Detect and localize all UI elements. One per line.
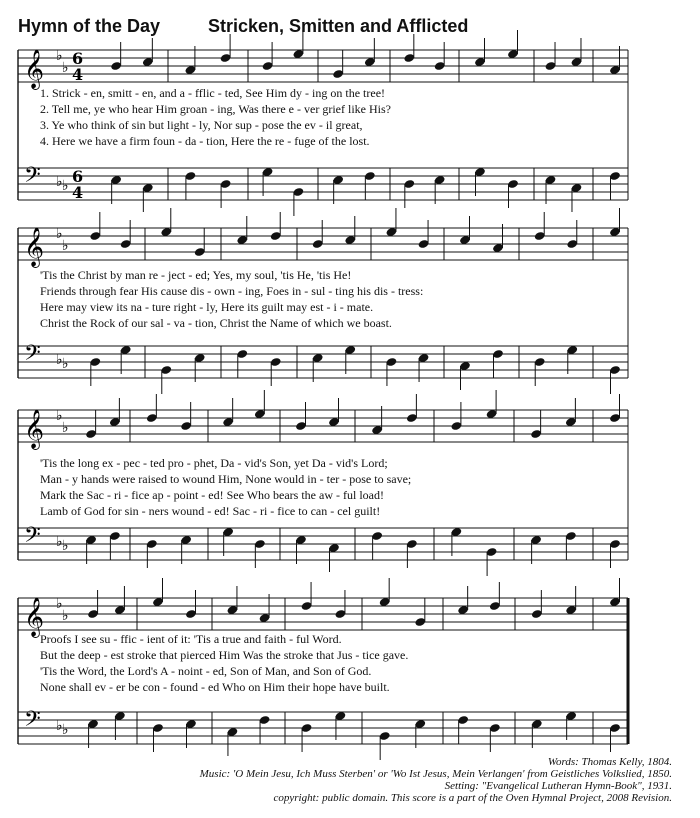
- key-signature-flat: ♭: [56, 352, 63, 368]
- key-signature-flat: ♭: [56, 226, 63, 242]
- key-signature-flat: ♭: [62, 722, 69, 738]
- treble-clef: 𝄞: [24, 49, 45, 89]
- key-signature-flat: ♭: [62, 178, 69, 194]
- time-signature-top: 6: [72, 167, 84, 186]
- key-signature-flat: ♭: [56, 48, 63, 64]
- key-signature-flat: ♭: [56, 534, 63, 550]
- key-signature-flat: ♭: [56, 408, 63, 424]
- verse-line: Proofs I see su - ffic - ient of it: 'Tis a true and faith - ful Word.: [40, 632, 342, 646]
- key-signature-flat: ♭: [62, 538, 69, 554]
- verse-line: None shall ev - er be con - found - ed Who on Him their hope have built.: [40, 680, 390, 694]
- verse-line: Man - y hands were raised to wound Him, None would in - ter - pose to save;: [40, 472, 412, 486]
- hymn-of-the-day-label: Hymn of the Day: [18, 16, 161, 36]
- bass-clef: 𝄢: [24, 523, 41, 553]
- time-signature-bottom: 4: [72, 183, 84, 202]
- credit-copyright: copyright: public domain. This score is a part of the Oven Hymnal Project, 2008 Revision.: [273, 792, 672, 804]
- key-signature-flat: ♭: [62, 608, 69, 624]
- key-signature-flat: ♭: [56, 718, 63, 734]
- verse-line: But the deep - est stroke that pierced Him Was the stroke that Jus - tice gave.: [40, 648, 409, 662]
- key-signature-flat: ♭: [56, 174, 63, 190]
- verse-line: Mark the Sac - ri - fice ap - point - ed! See Who bears the aw - ful load!: [40, 488, 384, 502]
- time-signature-top: 6: [72, 49, 84, 68]
- verse-line: 3. Ye who think of sin but light - ly, Nor sup - pose the ev - il great,: [40, 118, 363, 132]
- credit-music: Music: 'O Mein Jesu, Ich Muss Sterben' or 'Wo Ist Jesus, Mein Verlangen' from Geistliches Volkslied, 1850.: [199, 768, 672, 780]
- key-signature-flat: ♭: [62, 238, 69, 254]
- verse-line: 'Tis the Word, the Lord's A - noint - ed, Son of Man, and Son of God.: [40, 664, 372, 678]
- verse-line: 2. Tell me, ye who hear Him groan - ing, Was there e - ver grief like His?: [40, 102, 391, 116]
- verse-line: 1. Strick - en, smitt - en, and a - fflic - ted, See Him dy - ing on the tree!: [40, 86, 386, 100]
- credit-setting: Setting: "Evangelical Lutheran Hymn-Book", 1931.: [444, 780, 672, 792]
- treble-clef: 𝄞: [24, 227, 45, 267]
- verse-line: 4. Here we have a firm foun - da - tion, Here the re - fuge of the lost.: [40, 134, 370, 148]
- key-signature-flat: ♭: [62, 420, 69, 436]
- verse-line: Friends through fear His cause dis - own - ing, Foes in - sul - ting his dis - tress:: [40, 284, 424, 298]
- key-signature-flat: ♭: [62, 60, 69, 76]
- bass-clef: 𝄢: [24, 707, 41, 737]
- key-signature-flat: ♭: [62, 356, 69, 372]
- treble-clef: 𝄞: [24, 597, 45, 637]
- verse-line: Lamb of God for sin - ners wound - ed! Sac - ri - fice to can - cel guilt!: [40, 504, 381, 518]
- treble-clef: 𝄞: [24, 409, 45, 449]
- bass-clef: 𝄢: [24, 341, 41, 371]
- verse-line: Christ the Rock of our sal - va - tion, Christ the Name of which we boast.: [40, 316, 392, 330]
- verse-line: 'Tis the long ex - pec - ted pro - phet, Da - vid's Son, yet Da - vid's Lord;: [40, 456, 388, 470]
- bass-clef: 𝄢: [24, 163, 41, 193]
- credit-words: Words: Thomas Kelly, 1804.: [547, 756, 672, 768]
- hymn-title: Stricken, Smitten and Afflicted: [208, 16, 469, 36]
- verse-line: Here may view its na - ture right - ly, Here its guilt may est - i - mate.: [40, 300, 374, 314]
- time-signature-bottom: 4: [72, 65, 84, 84]
- key-signature-flat: ♭: [56, 596, 63, 612]
- verse-line: 'Tis the Christ by man re - ject - ed; Yes, my soul, 'tis He, 'tis He!: [40, 268, 352, 282]
